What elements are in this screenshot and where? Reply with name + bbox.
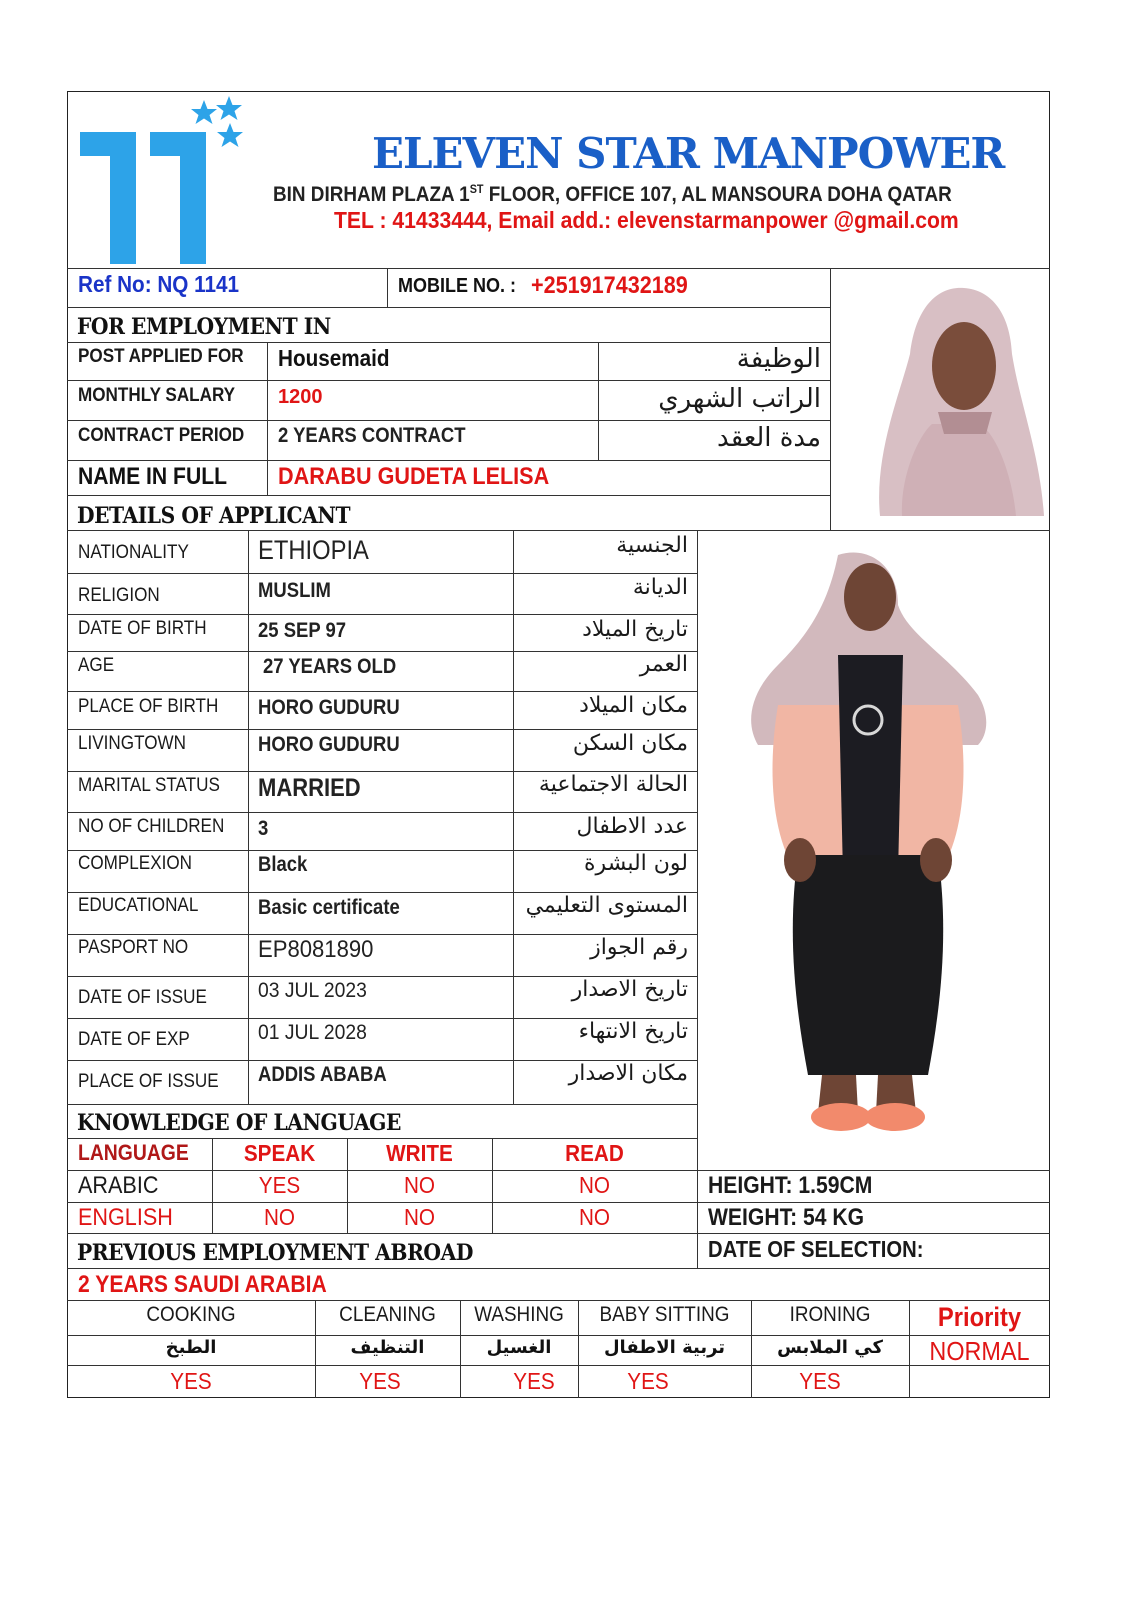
dob-label: DATE OF BIRTH bbox=[78, 618, 207, 639]
livingtown-label: LIVINGTOWN bbox=[78, 733, 186, 754]
nationality-arabic: الجنسية bbox=[616, 533, 688, 558]
dob-arabic: تاريخ الميلاد bbox=[582, 617, 688, 642]
logo-star-icon bbox=[217, 123, 243, 147]
dob-value: 25 SEP 97 bbox=[258, 619, 347, 642]
priority-label: Priority bbox=[937, 1302, 1022, 1332]
mobile-label: MOBILE NO. : bbox=[398, 275, 516, 297]
arabic-read: NO bbox=[578, 1172, 611, 1198]
education-label: EDUCATIONAL bbox=[78, 895, 199, 916]
skill-baby-sitting-value: YES bbox=[627, 1368, 669, 1394]
language-header: LANGUAGE bbox=[78, 1140, 189, 1165]
post-label: POST APPLIED FOR bbox=[78, 346, 244, 367]
marital-label: MARITAL STATUS bbox=[78, 775, 220, 796]
section-previous-employment: PREVIOUS EMPLOYMENT ABROAD bbox=[77, 1240, 473, 1266]
skill-ironing-value: YES bbox=[799, 1368, 841, 1394]
religion-label: RELIGION bbox=[78, 585, 160, 606]
company-address: BIN DIRHAM PLAZA 1ST FLOOR, OFFICE 107, AL MANSOURA DOHA QATAR bbox=[273, 182, 952, 206]
logo-star-icon bbox=[191, 100, 217, 124]
post-value: Housemaid bbox=[278, 345, 390, 371]
mobile-number: +251917432189 bbox=[531, 272, 688, 299]
issue-place-label: PLACE OF ISSUE bbox=[78, 1071, 219, 1092]
applicant-portrait bbox=[860, 284, 1048, 516]
marital-value: MARRIED bbox=[258, 774, 361, 802]
applicant-full-body-photo bbox=[738, 545, 998, 1140]
children-arabic: عدد الاطفال bbox=[576, 814, 688, 839]
skill-baby-sitting-arabic: تربية الاطفال bbox=[603, 1337, 726, 1358]
skill-cleaning-arabic: التنظيف bbox=[350, 1337, 425, 1358]
children-value: 3 bbox=[258, 817, 269, 840]
nationality-label: NATIONALITY bbox=[78, 542, 189, 563]
issue-date-label: DATE OF ISSUE bbox=[78, 987, 207, 1008]
issue-date-value: 03 JUL 2023 bbox=[258, 979, 367, 1002]
skill-baby-sitting: BABY SITTING bbox=[599, 1303, 730, 1326]
skill-washing-value: YES bbox=[513, 1368, 555, 1394]
pob-value: HORO GUDURU bbox=[258, 696, 400, 719]
arabic-speak: YES bbox=[258, 1172, 301, 1198]
skill-cooking-arabic: الطبخ bbox=[165, 1337, 217, 1358]
education-value: Basic certificate bbox=[258, 896, 400, 919]
expiry-value: 01 JUL 2028 bbox=[258, 1021, 367, 1044]
age-value: 27 YEARS OLD bbox=[263, 655, 397, 678]
complexion-arabic: لون البشرة bbox=[584, 851, 688, 876]
contract-value: 2 YEARS CONTRACT bbox=[278, 424, 466, 447]
children-label: NO OF CHILDREN bbox=[78, 816, 225, 837]
logo-star-icon bbox=[216, 96, 242, 120]
skill-cooking: COOKING bbox=[146, 1303, 236, 1326]
english-language: ENGLISH bbox=[78, 1204, 173, 1231]
arabic-write: NO bbox=[403, 1172, 436, 1198]
expiry-arabic: تاريخ الانتهاء bbox=[578, 1019, 688, 1044]
complexion-value: Black bbox=[258, 853, 308, 876]
height-value: HEIGHT: 1.59CM bbox=[708, 1172, 873, 1199]
issue-date-arabic: تاريخ الاصدار bbox=[571, 977, 688, 1002]
english-read: NO bbox=[578, 1204, 611, 1230]
issue-place-arabic: مكان الاصدار bbox=[568, 1061, 688, 1086]
age-label: AGE bbox=[78, 655, 115, 676]
section-language: KNOWLEDGE OF LANGUAGE bbox=[77, 1110, 401, 1136]
priority-value: NORMAL bbox=[929, 1336, 1030, 1366]
livingtown-arabic: مكان السكن bbox=[572, 731, 688, 756]
passport-label: PASPORT NO bbox=[78, 937, 189, 958]
religion-arabic: الديانة bbox=[632, 575, 688, 600]
salary-value: 1200 bbox=[278, 386, 323, 408]
english-speak: NO bbox=[263, 1204, 296, 1230]
age-arabic: العمر bbox=[639, 652, 688, 677]
previous-employment-value: 2 YEARS SAUDI ARABIA bbox=[78, 1271, 327, 1298]
contract-arabic: مدة العقد bbox=[717, 423, 821, 453]
section-employment: FOR EMPLOYMENT IN bbox=[77, 314, 331, 340]
write-header: WRITE bbox=[386, 1140, 453, 1166]
education-arabic: المستوى التعليمي bbox=[525, 893, 688, 918]
speak-header: SPEAK bbox=[243, 1140, 316, 1166]
full-name: DARABU GUDETA LELISA bbox=[278, 463, 550, 490]
issue-place-value: ADDIS ABABA bbox=[258, 1063, 387, 1086]
religion-value: MUSLIM bbox=[258, 579, 331, 602]
nationality-value: ETHIOPIA bbox=[258, 535, 369, 565]
expiry-label: DATE OF EXP bbox=[78, 1029, 190, 1050]
passport-value: EP8081890 bbox=[258, 936, 374, 963]
company-contact: TEL : 41433444, Email add.: elevenstarmanpower @gmail.com bbox=[334, 207, 959, 233]
company-name: ELEVEN STAR MANPOWER bbox=[372, 129, 1005, 178]
skill-cooking-value: YES bbox=[170, 1368, 212, 1394]
contract-label: CONTRACT PERIOD bbox=[78, 425, 245, 446]
arabic-language: ARABIC bbox=[78, 1172, 159, 1199]
skill-ironing: IRONING bbox=[789, 1303, 871, 1326]
skill-cleaning-value: YES bbox=[359, 1368, 401, 1394]
name-label: NAME IN FULL bbox=[78, 463, 227, 490]
pob-arabic: مكان الميلاد bbox=[579, 693, 688, 718]
marital-arabic: الحالة الاجتماعية bbox=[538, 772, 688, 797]
skill-washing-arabic: الغسيل bbox=[486, 1337, 552, 1358]
pob-label: PLACE OF BIRTH bbox=[78, 696, 219, 717]
livingtown-value: HORO GUDURU bbox=[258, 733, 400, 756]
salary-arabic: الراتب الشهري bbox=[658, 384, 821, 414]
english-write: NO bbox=[403, 1204, 436, 1230]
company-logo bbox=[76, 94, 246, 266]
selection-date-label: DATE OF SELECTION: bbox=[708, 1236, 924, 1262]
read-header: READ bbox=[565, 1140, 624, 1166]
section-details: DETAILS OF APPLICANT bbox=[77, 503, 351, 529]
passport-arabic: رقم الجواز bbox=[590, 935, 688, 960]
complexion-label: COMPLEXION bbox=[78, 853, 193, 874]
skill-ironing-arabic: كي الملابس bbox=[777, 1337, 883, 1358]
ref-number: Ref No: NQ 1141 bbox=[78, 271, 240, 297]
skill-cleaning: CLEANING bbox=[339, 1303, 436, 1326]
salary-label: MONTHLY SALARY bbox=[78, 385, 236, 406]
skill-washing: WASHING bbox=[474, 1303, 564, 1326]
weight-value: WEIGHT: 54 KG bbox=[708, 1204, 865, 1231]
post-arabic: الوظيفة bbox=[736, 344, 821, 374]
